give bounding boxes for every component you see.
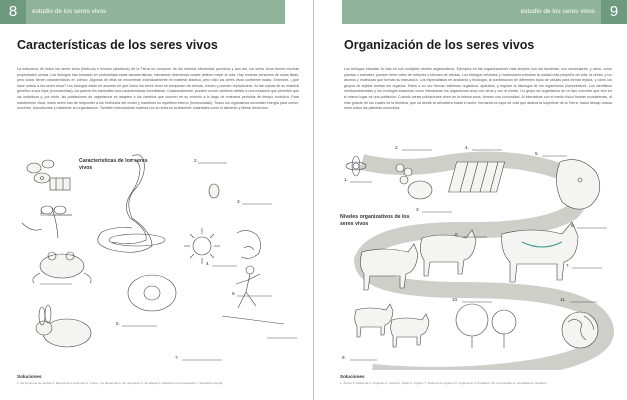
- right-page-title: Organización de los seres vivos: [344, 38, 535, 52]
- label-number: 9.: [342, 355, 346, 360]
- label-number: 11.: [560, 297, 567, 302]
- left-page-number: 8: [0, 0, 26, 24]
- plant-sprout-drawing: [237, 230, 261, 258]
- dog-head-drawing: [556, 160, 599, 210]
- label-number: 3.: [416, 207, 420, 212]
- label-number: 2.: [194, 158, 198, 163]
- globe-drawing: [562, 312, 598, 348]
- label-number: 4.: [206, 261, 210, 266]
- label-number: 5.: [116, 321, 120, 326]
- label-number: 7.: [175, 355, 179, 360]
- rabbit-drawing: [36, 305, 91, 347]
- label-number: 2.: [395, 145, 399, 150]
- left-page-title: Características de los seres vivos: [17, 38, 218, 52]
- right-page-number: 9: [601, 0, 627, 24]
- cell-drawing: [408, 181, 432, 199]
- egg-drawing: [128, 275, 176, 311]
- ecosystem-drawing: [456, 304, 516, 348]
- label-number: 8.: [455, 232, 459, 237]
- characteristics-label: Características de los seres vivos: [79, 158, 148, 171]
- cells-drawing: [27, 160, 70, 190]
- left-page: [0, 0, 313, 400]
- frog-drawing: [33, 252, 91, 283]
- label-number: 7.: [566, 263, 570, 268]
- characteristics-illustration: [12, 148, 307, 370]
- right-solutions-text: 1. Átomo 2. Molécula 3. Orgánulo 4. Célula 5. Tejido 6. Órgano 7. Sistema de órganos 8. Organismo 9. Población 10. Comunidad 11. Ecosistema / Biosfera: [340, 381, 547, 385]
- right-header-text: estudio de los seres vivos: [520, 8, 595, 15]
- left-solutions-title: Soluciones: [17, 374, 42, 379]
- right-solutions-title: Soluciones: [340, 374, 365, 379]
- right-body-text: Los biólogos estudian la vida en sus múltiples niveles organizativos. Ejemplos en las organizaciones más simples son las bacterias, son unicelulares, y otros, como plantas o animales, pueden tener miles de millones o billones de células. Los biólogos celulares y moleculares estudian la unidad más pequeña de vida, la célula, y los átomos y moléculas que forman su estructura. Los especialistas en anatomía y fisiología, la combinación de diferentes tipos de células para formar tejidos, y cómo los grupos de tejidos forman los órganos. Estos a su vez forman sistemas orgánicos, aparatos, y regulan la fisiología de los organismos pluricelulares. Los científicos medioambientales y los ecólogos examinan cómo interactúan los organismos unos con otros y con el medio. Un grupo de organismos de un tipo concreto que vive en el mismo lugar es una población. Cuando varias poblaciones viven en la misma zona, forman una comunidad. Al interactuar con el medio físico forman ecosistemas, el más grande de los cuales es la biosfera, que va desde la atmósfera hasta el suelo, formando la capa de vida que abarca la superficie de la Tierra, hasta debajo únicas entre todos los planetas conocidos.: [344, 67, 612, 111]
- dog-community-drawing: [355, 304, 429, 347]
- label-number: 1.: [40, 210, 44, 215]
- plant-drawing: [22, 206, 66, 238]
- left-body-text: La estructura de todos los seres vivos (bióticos) e incluso (abióticos) de la Tierra se compone de los mismos elementos químicos y aun así, los seres vivos tienen muchas propiedades únicas. Los biólogos han buscado en profundidad estas características, intentando determinar cuáles definen mejor la vida. Hay muchas versiones de estas listas, pero todos tienen características en común. Algunas de ellas se encuentran individualmente en material abiótico, pero sólo los seres vivos contienen todas. Entonces, ¿qué hace únicos a los seres vivos? Los biólogos están de acuerdo en que todos los seres vivos se componen de células, crecen y pueden reproducirse. Al dar copias de su material genético a sus hijos (cromosomas), los padres les transmiten sus características hereditarias. Ocasionalmente, pueden ocurrir cambios debido a una mutación que permiten que los individuos y, por ende, las poblaciones de organismos se adapten a los cambios que ocurren en su entorno a lo largo de extensos periodos de tiempo evolutivo. Para mantenerse vivos, estos seres han de responder a los estímulos del medio y mantener un equilibrio interno (homeostasis). Todos los organismos necesitan energía para crecer, moverse, reproducirse y mantener su organización. También intercambian materia con su entorno al absorber materiales como el alimento y liberar desechos.: [17, 67, 299, 111]
- tissue-drawing: [449, 162, 505, 192]
- label-number: 10.: [452, 297, 459, 302]
- seed-drawing: [209, 184, 219, 198]
- label-number: 6.: [232, 291, 236, 296]
- left-header-text: estudio de los seres vivos: [32, 8, 107, 15]
- label-number: 3.: [237, 199, 241, 204]
- label-number: 5.: [535, 151, 539, 156]
- organization-label: Niveles organizativos de los seres vivos: [340, 214, 410, 227]
- sun-drawing: [184, 228, 220, 264]
- label-number: 1.: [344, 177, 348, 182]
- left-solutions-text: 1. Se compone de células 2. Responde a estímulos 3. Crece y se desarrolla 4. Se reproduce 5. Se adapta 6. Mantiene la homeostasis 7. Necesita energía: [17, 381, 223, 385]
- organization-illustration: [322, 142, 623, 370]
- label-number: 4.: [465, 145, 469, 150]
- label-number: 6.: [571, 223, 575, 228]
